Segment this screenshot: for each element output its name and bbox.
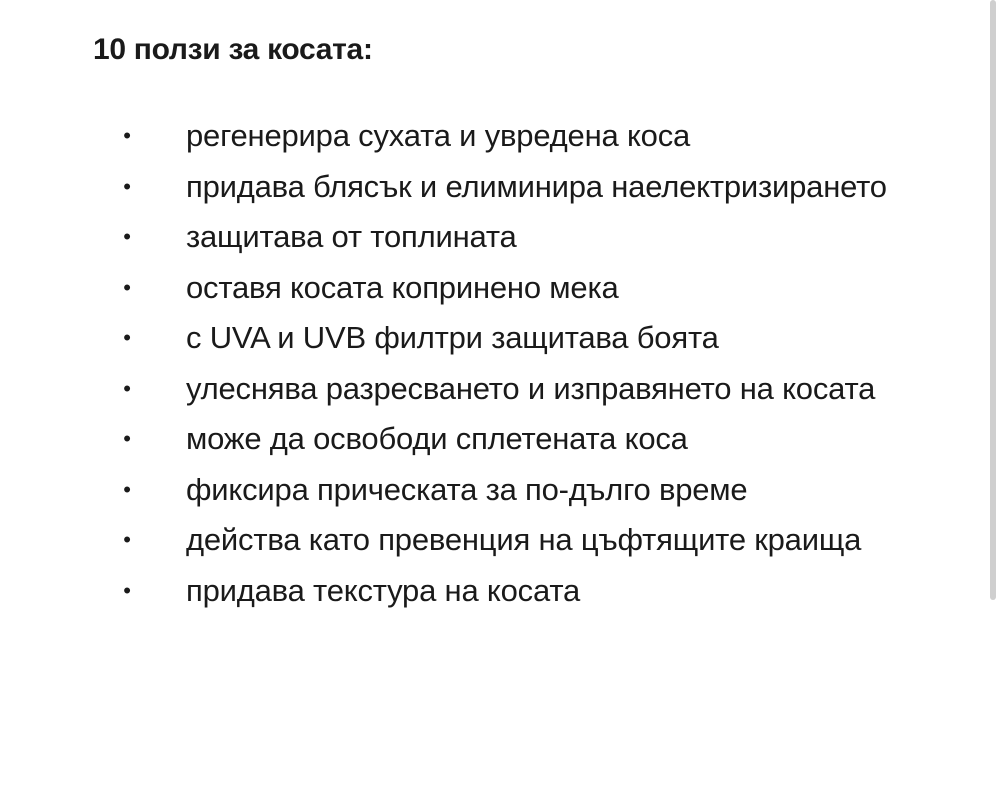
bullet-icon: • <box>123 476 131 502</box>
list-item-text: придава текстура на косата <box>186 572 581 608</box>
vertical-scrollbar[interactable] <box>989 0 999 787</box>
list-item <box>0 263 940 314</box>
bullet-icon: • <box>123 375 131 401</box>
benefits-list <box>0 111 940 616</box>
list-item <box>0 162 940 213</box>
bullet-icon: • <box>123 123 131 148</box>
list-item <box>0 212 940 263</box>
list-item-text: регенерира сухата и увредена коса <box>186 118 691 153</box>
list-item-text: действа като превенция на цъфтящите краища <box>186 522 862 557</box>
list-item-text: защитава от топлината <box>186 219 517 254</box>
list-item <box>0 465 940 516</box>
list-item <box>0 111 940 162</box>
list-item-text: с UVA и UVB филтри защитава боята <box>186 320 719 355</box>
list-item <box>0 414 940 465</box>
bullet-icon: • <box>123 325 131 350</box>
bullet-icon: • <box>123 224 131 249</box>
scrollbar-thumb[interactable] <box>990 0 996 600</box>
list-item-text: фиксира прическата за по-дълго време <box>186 471 748 507</box>
list-item <box>0 515 940 566</box>
list-item-text: може да освободи сплетената коса <box>186 421 688 456</box>
list-item <box>0 364 940 415</box>
list-item-text: оставя косата копринено мека <box>186 269 619 305</box>
bullet-icon: • <box>123 426 131 451</box>
bullet-icon: • <box>123 173 131 199</box>
list-item-text: придава блясък и елиминира наелектризирането <box>186 168 887 204</box>
bullet-icon: • <box>123 527 131 552</box>
list-item <box>0 566 940 617</box>
bullet-icon: • <box>123 274 131 300</box>
list-item <box>0 313 940 364</box>
bullet-icon: • <box>123 577 131 603</box>
list-item-text: улеснява разресването и изправянето на косата <box>186 370 876 406</box>
page-title: 10 ползи за косата: <box>93 33 373 66</box>
